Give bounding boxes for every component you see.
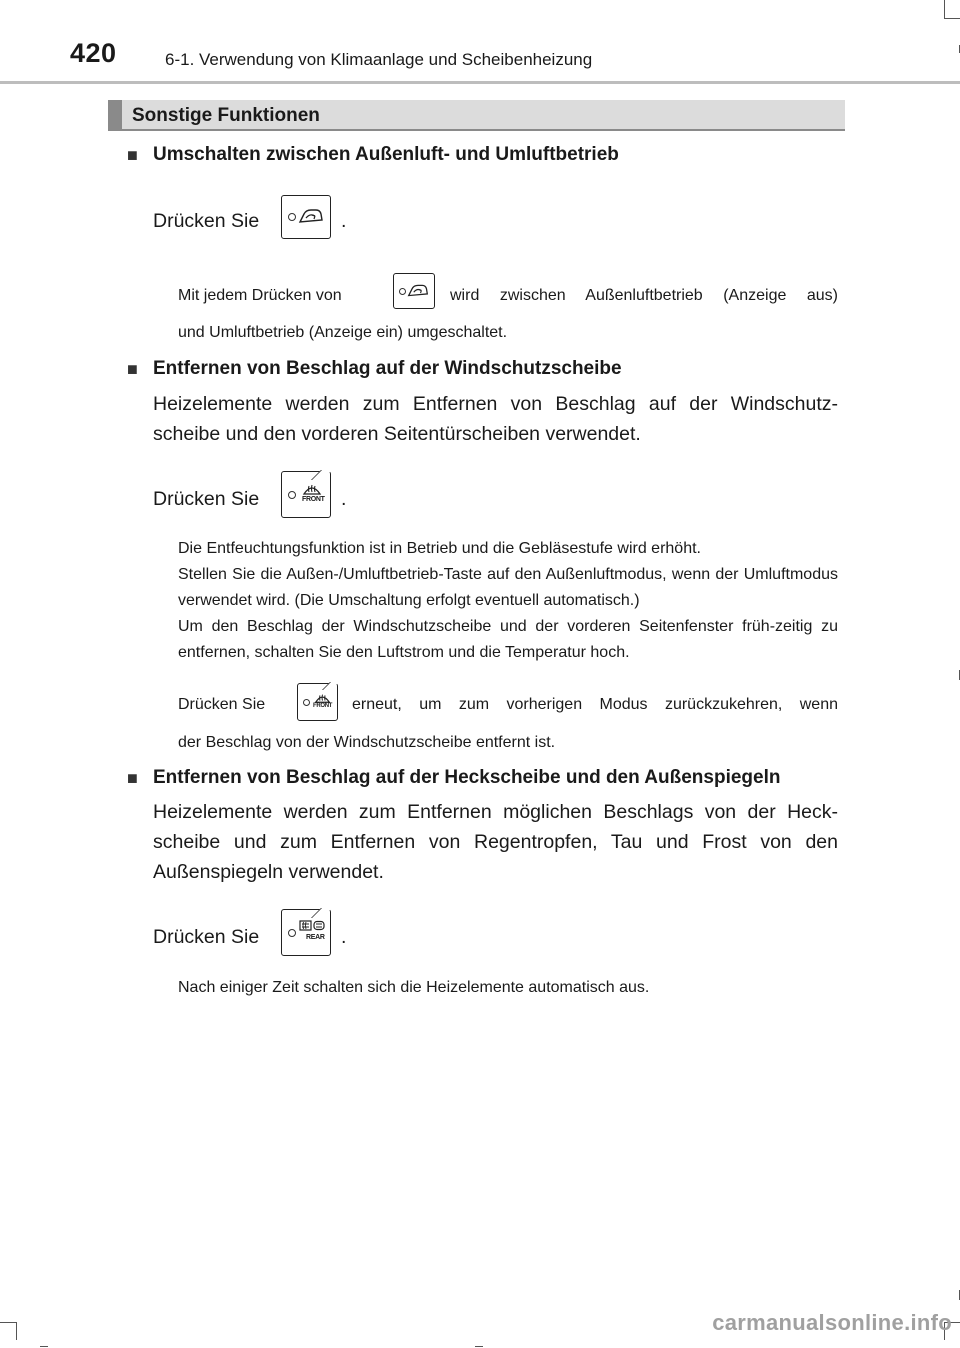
button-label: REAR: [306, 934, 325, 941]
crop-mark: [475, 1346, 483, 1347]
note-text: Mit jedem Drücken von: [178, 287, 342, 304]
indicator-light: [288, 929, 296, 937]
front-defogger-button-inline[interactable]: [297, 683, 338, 721]
bullet-marker: ■: [127, 768, 138, 788]
indicator-light: [288, 213, 296, 221]
note-text: Stellen Sie die Außen-/Umluftbetrieb-Taste auf den Außenluftmodus, wenn der Umluftmodus verwendet wird. (Die Umschaltung erfolgt eventuell automatisch.): [178, 566, 838, 609]
indicator-light: [303, 699, 310, 706]
watermark-text: carmanualsonline.info: [712, 1310, 952, 1335]
topic-heading-recirculation: Umschalten zwischen Außenluft- und Umluftbetrieb: [153, 144, 619, 165]
bullet-marker: ■: [127, 359, 138, 379]
press-instruction: Drücken Sie: [153, 210, 260, 232]
note-text: erneut, um zum vorherigen Modus zurückzukehren, wenn: [352, 696, 838, 713]
header-divider: [0, 81, 960, 84]
note-text: Nach einiger Zeit schalten sich die Heizelemente automatisch aus.: [178, 979, 650, 996]
note-text: wird zwischen Außenluftbetrieb (Anzeige aus): [450, 287, 838, 304]
note-text: Um den Beschlag der Windschutzscheibe und der vorderen Seitenfenster früh-zeitig zu entfernen, schalten Sie den Luftstrom und die Temperatur hoch.: [178, 618, 838, 661]
indicator-light: [288, 491, 296, 499]
chapter-title: 6-1. Verwendung von Klimaanlage und Scheibenheizung: [165, 50, 593, 69]
note-text: Drücken Sie: [178, 696, 266, 713]
sentence-period: .: [341, 488, 347, 510]
press-instruction: Drücken Sie: [153, 926, 260, 948]
section-header: [108, 100, 845, 131]
recirculation-icon: [407, 282, 429, 299]
rear-defogger-icon: [299, 920, 325, 932]
sentence-period: .: [341, 926, 347, 948]
topic-body: Heizelemente werden zum Entfernen möglichen Beschlags von der Heck-scheibe und zum Entfernen von Regentropfen, Tau und Frost von den Außenspiegeln verwendet.: [153, 801, 838, 883]
press-instruction: Drücken Sie: [153, 488, 260, 510]
bullet-marker: ■: [127, 145, 138, 165]
button-label: FRONT: [313, 703, 333, 709]
topic-body: Heizelemente werden zum Entfernen von Beschlag auf der Windschutz-scheibe und den vorderen Seitentürscheiben verwendet.: [153, 393, 838, 445]
recirculation-icon: [298, 206, 324, 226]
topic-heading-front-defogger: Entfernen von Beschlag auf der Windschutzscheibe: [153, 358, 622, 379]
section-title: Sonstige Funktionen: [132, 105, 320, 126]
recirculation-button-inline[interactable]: [393, 273, 435, 309]
recirculation-button[interactable]: [281, 195, 331, 239]
note-text: und Umluftbetrieb (Anzeige ein) umgeschaltet.: [178, 324, 508, 341]
front-defogger-button[interactable]: [281, 471, 331, 518]
indicator-light: [399, 288, 406, 295]
crop-mark: [16, 1322, 17, 1340]
crop-mark: [944, 18, 960, 19]
note-text: der Beschlag von der Windschutzscheibe entfernt ist.: [178, 734, 556, 751]
button-corner: [322, 682, 339, 690]
front-defogger-icon: [302, 482, 322, 496]
topic-heading-rear-defogger: Entfernen von Beschlag auf der Heckscheibe und den Außenspiegeln: [153, 767, 781, 788]
note-text: Die Entfeuchtungsfunktion ist in Betrieb und die Gebläsestufe wird erhöht.: [178, 540, 701, 557]
button-corner: [311, 470, 332, 480]
button-corner: [311, 908, 332, 918]
sentence-period: .: [341, 210, 347, 232]
rear-defogger-button[interactable]: [281, 909, 331, 956]
button-label: FRONT: [302, 496, 325, 503]
page-number: 420: [70, 38, 117, 68]
crop-mark: [40, 1346, 48, 1347]
crop-mark: [0, 1322, 16, 1323]
crop-mark: [944, 0, 945, 18]
